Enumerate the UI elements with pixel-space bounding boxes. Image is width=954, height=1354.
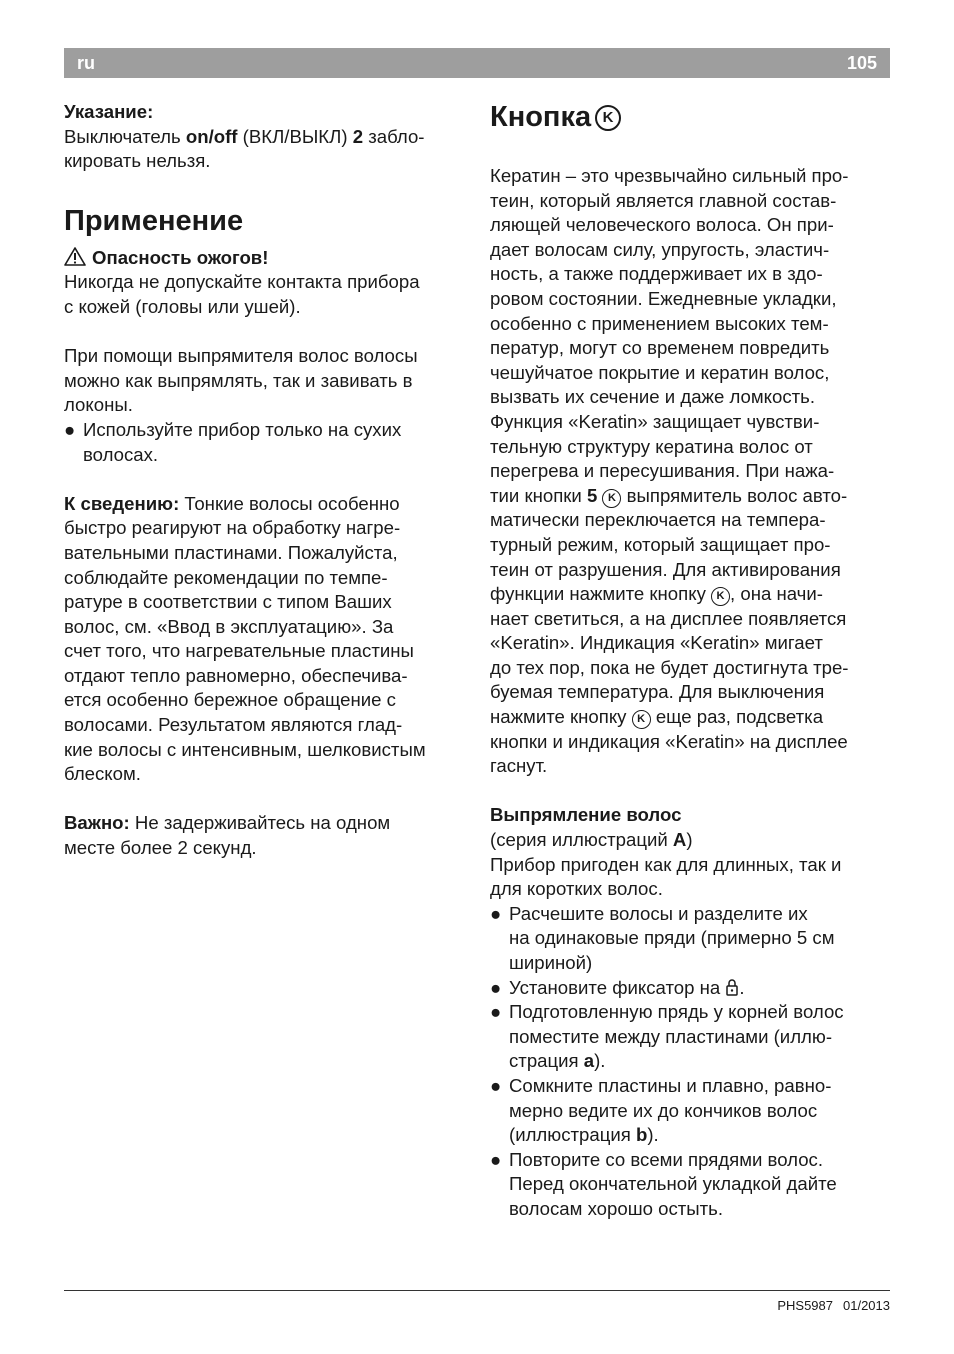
keratin-line: до тех пор, пока не будет достигнута тре- <box>490 656 849 678</box>
keratin-line: теин от разрушения. Для активирования <box>490 558 841 580</box>
list-item: ● Используйте прибор только на сухих волосах. <box>64 418 402 465</box>
note-line-2: кировать нельзя. <box>64 150 211 172</box>
info-line: быстро реагируют на обработку нагре- <box>64 517 401 539</box>
info-line: счет того, что нагревательные пластины <box>64 640 414 662</box>
straightening-title: Выпрямление волос <box>490 804 682 826</box>
k-button-icon: K <box>711 587 730 606</box>
list-item: ● Установите фиксатор на . <box>490 976 890 1001</box>
page-footer <box>777 1298 890 1313</box>
keratin-line: особенно с применением высоких тем- <box>490 312 829 334</box>
keratin-line: кнопки и индикация «Keratin» на дисплее <box>490 730 848 752</box>
info-line: волос, см. «Ввод в эксплуатацию». За <box>64 615 394 637</box>
warning-text-1: Никогда не допускайте контакта прибора <box>64 271 420 293</box>
keratin-line: перегрева и пересушивания. При нажа- <box>490 460 835 482</box>
k-button-icon: K <box>602 489 621 508</box>
info-first-line: К сведению: Тонкие волосы особенно <box>64 492 400 514</box>
k-button-icon: K <box>595 105 621 131</box>
keratin-line: тельную структуру кератина волос от <box>490 435 813 457</box>
straightening-intro: Прибор пригоден как для длинных, так и <box>490 853 842 875</box>
keratin-line-off: нажмите кнопку K еще раз, подсветка <box>490 706 824 728</box>
keratin-line: вызвать их сечение и даже ломкость. <box>490 386 816 408</box>
bullet-icon: ● <box>490 976 502 998</box>
section-heading-button-k: Кнопка K <box>490 100 890 134</box>
language-code: ru <box>77 53 95 73</box>
warning-text-2: с кожей (головы или ушей). <box>64 295 301 317</box>
info-line: ется особенно бережное обращение с <box>64 689 396 711</box>
info-line: отдают тепло равномерно, обеспечива- <box>64 664 408 686</box>
list-item: ● Подготовленную прядь у корней волос поместите между пластинами (иллю- страция a). <box>490 1001 844 1072</box>
keratin-line: матически переключается на темпера- <box>490 509 826 531</box>
page-header <box>64 48 890 78</box>
section-heading-usage: Применение <box>64 204 244 237</box>
info-line: вательными пластинами. Пожалуйста, <box>64 541 398 563</box>
bullet-icon: ● <box>490 1074 502 1096</box>
info-line: соблюдайте рекомендации по темпе- <box>64 566 388 588</box>
bullet-icon: ● <box>64 418 76 440</box>
usage-text-3: локоны. <box>64 394 133 416</box>
keratin-line: Функция «Keratin» защищает чувстви- <box>490 410 820 432</box>
list-item: ● Повторите со всеми прядями волос. Перед окончательной укладкой дайте волосам хорошо остыть. <box>490 1148 837 1219</box>
list-item: ● Расчешите волосы и разделите их на одинаковые пряди (примерно 5 см шириной) <box>490 902 835 973</box>
straightening-intro: для коротких волос. <box>490 878 663 900</box>
keratin-line: турный режим, который защищает про- <box>490 533 831 555</box>
model-number: PHS5987 <box>777 1298 833 1313</box>
note-title: Указание: <box>64 101 154 122</box>
keratin-line: ность, а также поддерживает их в здо- <box>490 263 823 285</box>
keratin-line: «Keratin». Индикация «Keratin» мигает <box>490 632 823 654</box>
list-item: ● Сомкните пластины и плавно, равно- мерно ведите их до кончиков волос (иллюстрация b). <box>490 1074 832 1146</box>
keratin-line: гаснут. <box>490 755 548 777</box>
burn-warning-title: Опасность ожогов! <box>64 246 464 271</box>
keratin-line: ляющей человеческого волоса. Он при- <box>490 214 834 236</box>
right-column <box>490 100 890 1222</box>
important-line-1: Важно: Не задерживайтесь на одном <box>64 812 391 834</box>
info-line: кие волосы с интенсивным, шелковистым <box>64 738 426 760</box>
k-button-icon: K <box>632 710 651 729</box>
straightening-series: (серия иллюстраций A) <box>490 829 693 851</box>
bullet-icon: ● <box>490 1001 502 1023</box>
usage-text-1: При помощи выпрямителя волос волосы <box>64 345 418 367</box>
keratin-line-activate: функции нажмите кнопку K , она начи- <box>490 583 823 605</box>
keratin-line: ператур, могут со временем повредить <box>490 337 830 359</box>
keratin-line: дает волосам силу, упругость, эластич- <box>490 238 830 260</box>
page-number: 105 <box>846 53 877 73</box>
lock-icon <box>725 978 739 996</box>
keratin-line: нает светиться, а на дисплее появляется <box>490 607 847 629</box>
keratin-line: ровом состоянии. Ежедневные укладки, <box>490 287 837 309</box>
info-line: ратуре в соответствии с типом Ваших <box>64 591 392 613</box>
warning-triangle-icon <box>64 247 86 266</box>
bullet-icon: ● <box>490 902 502 924</box>
info-line: волосами. Результатом являются глад- <box>64 714 403 736</box>
info-line: блеском. <box>64 763 141 785</box>
footer-divider <box>64 1290 890 1291</box>
keratin-line: Кератин – это чрезвычайно сильный про- <box>490 165 849 186</box>
keratin-line: теин, который является главной состав- <box>490 189 837 211</box>
note-line-1: Выключатель on/off (ВКЛ/ВЫКЛ) 2 забло- <box>64 125 425 147</box>
edition-date: 01/2013 <box>843 1298 890 1313</box>
keratin-line-button-5: тии кнопки 5 K выпрямитель волос авто- <box>490 484 848 506</box>
keratin-line: чешуйчатое покрытие и кератин волос, <box>490 361 830 383</box>
important-line-2: месте более 2 секунд. <box>64 837 257 859</box>
keratin-line: буемая температура. Для выключения <box>490 681 825 703</box>
bullet-icon: ● <box>490 1148 502 1170</box>
left-column <box>64 100 464 861</box>
usage-text-2: можно как выпрямлять, так и завивать в <box>64 369 413 391</box>
